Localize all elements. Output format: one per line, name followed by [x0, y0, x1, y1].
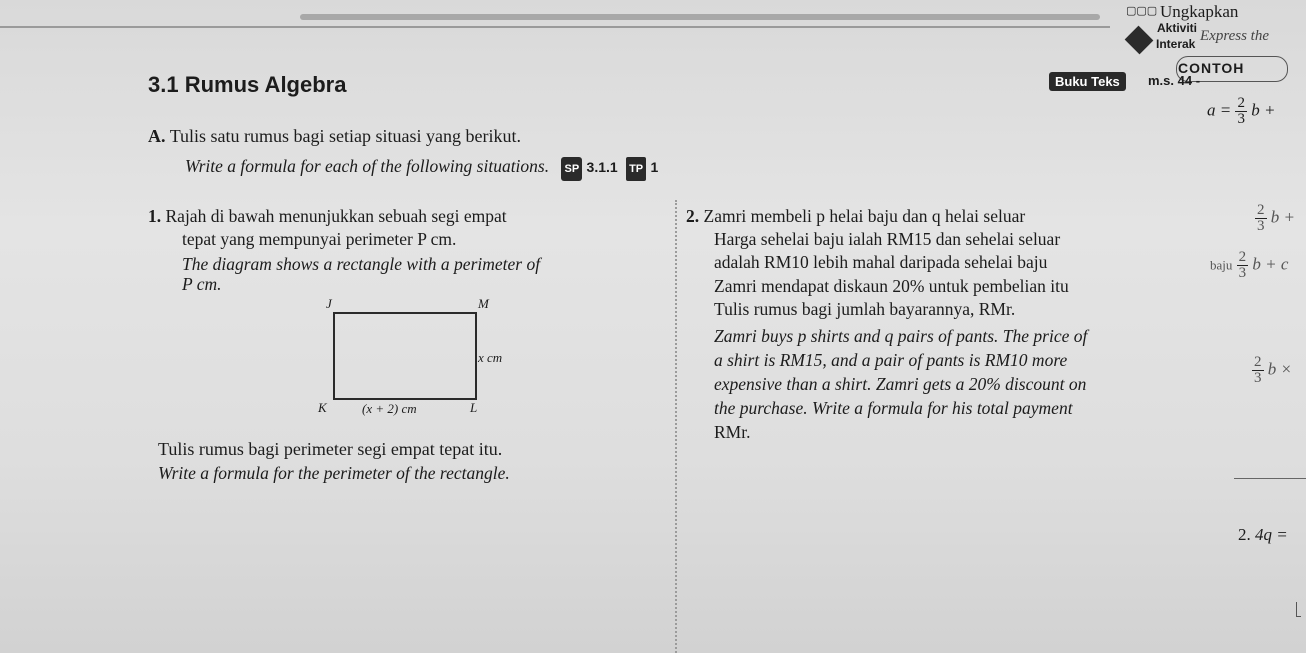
margin-eq-a	[1207, 96, 1275, 127]
buku-teks-badge: Buku Teks	[1049, 72, 1126, 91]
express-text: Express the	[1200, 28, 1270, 44]
frac-num: 2	[1237, 95, 1245, 111]
side-bottom-label: (x + 2) cm	[362, 401, 417, 416]
top-rule	[300, 14, 1100, 20]
row4-frac-num: 2	[1254, 354, 1262, 370]
margin-row4	[1252, 355, 1292, 386]
column-divider	[675, 200, 677, 653]
eq-a-lhs: a =	[1207, 100, 1232, 120]
q1-line1-en: The diagram shows a rectangle with a perimeter of	[182, 254, 541, 274]
margin-row2	[1255, 203, 1295, 234]
margin-rule	[1234, 478, 1306, 479]
row3-frac-den: 3	[1238, 265, 1247, 281]
q2-line1-en: Zamri buys p shirts and q pairs of pants. The price of	[714, 326, 1088, 346]
q2-line4: Zamri mendapat diskaun 20% untuk pembelian itu	[714, 276, 1069, 296]
part-a-label: A.	[148, 126, 166, 146]
q2-line2: Harga sehelai baju ialah RM15 dan sehelai seluar	[714, 229, 1061, 249]
row2-frac-num: 2	[1257, 202, 1265, 218]
frac-den: 3	[1237, 111, 1245, 127]
q1-line1-text: Rajah di bawah menunjukkan sebuah segi empat	[165, 206, 507, 226]
side-right-label: x cm	[478, 350, 503, 365]
page-reference: m.s. 44 -	[1148, 73, 1201, 88]
row4-tail: b ×	[1267, 359, 1292, 379]
row2-frac-den: 3	[1257, 218, 1265, 234]
q1-number: 1.	[148, 206, 162, 226]
section-title: 3.1 Rumus Algebra	[148, 72, 347, 97]
q2-line5-en: RMr.	[714, 422, 751, 442]
row2-frac	[1255, 203, 1267, 234]
q2-line5: Tulis rumus bagi jumlah bayarannya, RMr.	[714, 299, 1016, 319]
margin-answer	[1238, 525, 1288, 545]
q1-task-ms: Tulis rumus bagi perimeter segi empat tepat itu.	[158, 439, 503, 459]
row3-frac	[1237, 250, 1249, 281]
q2-line3-en: expensive than a shirt. Zamri gets a 20% discount on	[714, 374, 1087, 394]
row3-tail: b + c	[1252, 254, 1289, 274]
row3-prefix: baju	[1210, 257, 1233, 273]
ungkapkan-label: Ungkapkan	[1160, 2, 1239, 21]
sp-badge: SP	[561, 157, 582, 181]
q2-line1-text: Zamri membeli p helai baju dan q helai seluar	[703, 206, 1026, 226]
q1-line1	[148, 205, 507, 227]
q2-line4-en: the purchase. Write a formula for his total payment	[714, 398, 1073, 418]
contoh-label: CONTOH	[1178, 60, 1245, 76]
part-a-instruction-en	[185, 155, 658, 181]
part-a-instruction-ms: Tulis satu rumus bagi setiap situasi yang berikut.	[169, 126, 522, 146]
sp-code: 3.1.1	[586, 159, 618, 175]
corner-mark	[1296, 602, 1301, 617]
q2-line2-en: a shirt is RM15, and a pair of pants is RM10 more	[714, 350, 1068, 370]
eq-a-tail: b +	[1251, 100, 1276, 120]
tp-badge: TP	[626, 157, 646, 181]
q1-line2: tepat yang mempunyai perimeter P cm.	[182, 229, 457, 249]
eq-a-frac	[1235, 96, 1247, 127]
q2-number: 2.	[686, 206, 700, 226]
vertex-l: L	[470, 400, 478, 415]
ungkapkan-icon: ▢▢▢	[1126, 5, 1158, 17]
vertex-m: M	[478, 296, 489, 311]
vertex-k: K	[318, 400, 327, 415]
vertex-j: J	[326, 296, 332, 311]
part-a-instruction	[148, 125, 521, 147]
q2-line1	[686, 205, 1025, 227]
q1-line2-en: P cm.	[182, 274, 222, 294]
margin-row3	[1210, 250, 1288, 281]
row3-frac-num: 2	[1238, 249, 1247, 265]
answer-number: 2.	[1238, 525, 1251, 544]
interaktif-label: Interak	[1156, 37, 1196, 51]
answer-eq: 4q =	[1255, 525, 1288, 544]
aktiviti-label: Aktiviti	[1157, 21, 1198, 35]
row2-tail: b +	[1270, 207, 1295, 227]
aktiviti-diamond-icon	[1125, 26, 1154, 55]
row4-frac-den: 3	[1254, 370, 1262, 386]
instruction-en-text: Write a formula for each of the following situations.	[185, 156, 550, 176]
tp-level: 1	[650, 159, 659, 175]
q1-task-en: Write a formula for the perimeter of the rectangle.	[158, 463, 510, 483]
rectangle-diagram	[333, 312, 477, 400]
q2-line3: adalah RM10 lebih mahal daripada sehelai baju	[714, 252, 1048, 272]
row4-frac	[1252, 355, 1264, 386]
